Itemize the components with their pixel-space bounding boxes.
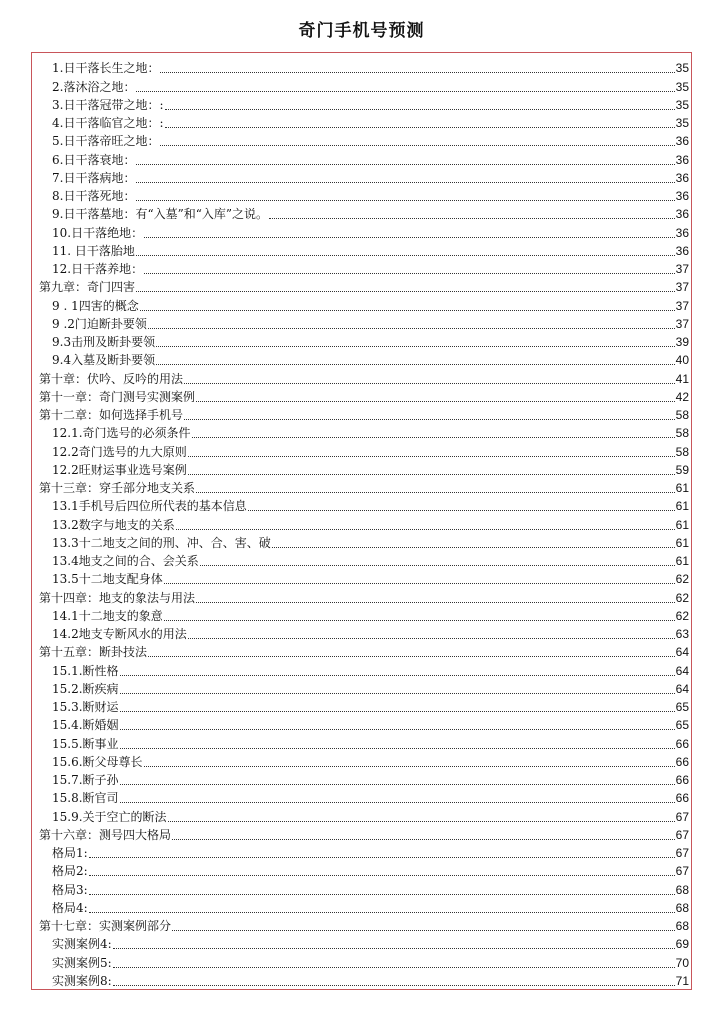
toc-page-number: 35 — [675, 61, 689, 76]
toc-page-number: 66 — [675, 736, 689, 751]
dot-leader — [196, 400, 675, 402]
toc-page-number: 36 — [675, 207, 689, 222]
dot-leader — [89, 911, 675, 913]
dot-leader — [120, 674, 675, 676]
toc-page-number: 36 — [675, 152, 689, 167]
toc-entry-title: 15.9.关于空亡的断法 — [52, 809, 167, 824]
toc-entry[interactable] — [39, 131, 689, 149]
toc-page-number: 58 — [675, 426, 689, 441]
toc-entry[interactable] — [39, 843, 689, 861]
toc-entry[interactable] — [39, 441, 689, 459]
dot-leader — [140, 309, 675, 311]
toc-entry[interactable] — [39, 514, 689, 532]
dot-leader — [113, 966, 675, 968]
toc-entry-title: 9.3击刑及断卦要领 — [52, 335, 156, 349]
dot-leader — [156, 345, 675, 347]
dot-leader — [165, 126, 675, 128]
dot-leader — [165, 108, 675, 110]
toc-entry[interactable] — [39, 697, 689, 715]
toc-entry-title: 13.1手机号后四位所代表的基本信息 — [52, 499, 247, 514]
toc-entry-title: 14.1十二地支的象意 — [52, 608, 163, 623]
toc-page-number: 36 — [675, 170, 689, 185]
dot-leader — [144, 765, 675, 767]
dot-leader — [144, 272, 675, 274]
toc-page-number: 68 — [675, 900, 689, 915]
toc-page-number: 62 — [675, 590, 689, 605]
toc-page-number: 35 — [675, 116, 689, 130]
toc-page-number: 35 — [675, 79, 689, 94]
toc-entry[interactable] — [39, 861, 689, 879]
toc-page-number: 58 — [675, 444, 689, 459]
toc-entry[interactable] — [39, 423, 689, 441]
dot-leader — [164, 619, 675, 621]
toc-entry[interactable] — [39, 350, 689, 368]
toc-page-number: 62 — [675, 572, 689, 587]
toc-page-number: 59 — [675, 462, 689, 477]
toc-entry[interactable] — [39, 368, 689, 386]
toc-entry-title: 第十三章：穿壬部分地支关系 — [39, 481, 196, 495]
dot-leader — [196, 601, 675, 603]
toc-page-number: 67 — [675, 846, 689, 860]
toc-page-number: 65 — [675, 700, 689, 714]
dot-leader — [160, 71, 674, 73]
dot-leader — [120, 801, 675, 803]
toc-entry-title: 实测案例4: — [52, 937, 112, 952]
dot-leader — [89, 856, 675, 858]
toc-page-number: 61 — [675, 517, 689, 532]
dot-leader — [136, 163, 674, 165]
dot-leader — [120, 747, 675, 749]
dot-leader — [136, 90, 674, 92]
toc-entry[interactable] — [39, 533, 689, 551]
dot-leader — [168, 820, 675, 822]
toc-entry[interactable] — [39, 332, 689, 350]
toc-page-number: 64 — [675, 681, 689, 696]
dot-leader — [196, 491, 675, 493]
dot-leader — [164, 582, 675, 584]
toc-entry-title: 12.1.奇门选号的必须条件 — [52, 426, 191, 441]
toc-entry-title: 格局1: — [52, 846, 88, 860]
toc-entry-title: 4.日干落临官之地：: — [52, 116, 164, 130]
toc-entry[interactable] — [39, 879, 689, 897]
toc-entry[interactable] — [39, 733, 689, 751]
toc-entry-title: 7.日干落病地： — [52, 170, 136, 185]
toc-entry-title: 格局2: — [52, 864, 88, 879]
toc-entry-title: 10.日干落绝地： — [52, 225, 144, 240]
toc-entry-title: 6.日干落衰地： — [52, 152, 136, 167]
toc-page-number: 64 — [675, 645, 689, 660]
toc-entry-title: 15.1.断性格 — [52, 663, 119, 678]
toc-entry-title: 第十七章：实测案例部分 — [39, 919, 172, 933]
toc-entry[interactable] — [39, 241, 689, 259]
dot-leader — [136, 290, 675, 292]
toc-page-number: 37 — [675, 298, 689, 313]
toc-entry-title: 5.日干落帝旺之地： — [52, 134, 160, 149]
dot-leader — [156, 363, 675, 365]
toc-page-number: 66 — [675, 791, 689, 806]
toc-page-number: 37 — [675, 280, 689, 295]
dot-leader — [89, 893, 675, 895]
toc-entry-title: 14.2地支专断风水的用法 — [52, 627, 187, 641]
toc-entry-title: 第十五章：断卦技法 — [39, 645, 148, 660]
toc-entry-title: 9 . 1四害的概念 — [52, 298, 139, 313]
toc-entry[interactable] — [39, 752, 689, 770]
dot-leader — [172, 929, 675, 931]
toc-entry[interactable] — [39, 314, 689, 332]
toc-entry-title: 第十一章：奇门测号实测案例 — [39, 389, 196, 404]
dot-leader — [192, 436, 675, 438]
dot-leader — [120, 692, 675, 694]
toc-entry[interactable] — [39, 113, 689, 131]
toc-entry[interactable] — [39, 642, 689, 660]
toc-entry[interactable] — [39, 387, 689, 405]
toc-page-number: 68 — [675, 882, 689, 897]
toc-entry[interactable] — [39, 95, 689, 113]
toc-entry[interactable] — [39, 606, 689, 624]
dot-leader — [120, 710, 675, 712]
toc-entry[interactable] — [39, 788, 689, 806]
toc-entry[interactable] — [39, 587, 689, 605]
toc-page-number: 67 — [675, 809, 689, 824]
dot-leader — [269, 217, 675, 219]
toc-entry-title: 2.落沐浴之地： — [52, 79, 136, 94]
toc-entry-title: 13.4地支之间的合、会关系 — [52, 554, 199, 568]
toc-entry[interactable] — [39, 168, 689, 186]
toc-page-number: 62 — [675, 608, 689, 623]
toc-entry[interactable] — [39, 149, 689, 167]
toc-page-number: 68 — [675, 919, 689, 933]
toc-entry-title: 13.3十二地支之间的刑、冲、合、害、破 — [52, 535, 271, 550]
toc-page-number: 66 — [675, 754, 689, 769]
toc-entry-title: 12.2旺财运事业选号案例 — [52, 462, 187, 477]
toc-entry[interactable] — [39, 934, 689, 952]
toc-entry[interactable] — [39, 405, 689, 423]
toc-entry-title: 第十章：伏吟、反吟的用法 — [39, 371, 184, 386]
dot-leader — [89, 874, 675, 876]
toc-page-number: 65 — [675, 718, 689, 733]
toc-entry[interactable] — [39, 259, 689, 277]
toc-page-number: 67 — [675, 864, 689, 879]
toc-entry[interactable] — [39, 952, 689, 970]
toc-page-number: 36 — [675, 243, 689, 258]
toc-entry[interactable] — [39, 916, 689, 934]
toc-entry[interactable] — [39, 971, 689, 989]
toc-page-number: 70 — [675, 955, 689, 970]
toc-entry-title: 15.7.断子孙 — [52, 773, 119, 787]
toc-entry[interactable] — [39, 295, 689, 313]
dot-leader — [160, 144, 674, 146]
table-of-contents — [39, 58, 689, 989]
toc-page-number: 42 — [675, 389, 689, 404]
dot-leader — [113, 984, 675, 986]
dot-leader — [148, 655, 675, 657]
toc-entry-title: 1.日干落长生之地： — [52, 61, 160, 76]
dot-leader — [172, 838, 675, 840]
dot-leader — [120, 728, 675, 730]
toc-page-number: 37 — [675, 316, 689, 331]
toc-entry-title: 9 .2门迫断卦要领 — [52, 316, 147, 331]
toc-page-number: 67 — [675, 827, 689, 842]
toc-entry-title: 11. 日干落胎地 — [52, 243, 135, 258]
dot-leader — [136, 199, 674, 201]
toc-entry[interactable] — [39, 277, 689, 295]
dot-leader — [144, 236, 675, 238]
toc-entry[interactable] — [39, 806, 689, 824]
toc-page-number: 36 — [675, 189, 689, 203]
toc-entry-title: 第十四章：地支的象法与用法 — [39, 590, 196, 605]
dot-leader — [136, 254, 675, 256]
toc-page-number: 61 — [675, 481, 689, 495]
toc-entry[interactable] — [39, 460, 689, 478]
toc-entry-title: 12.日干落养地： — [52, 262, 144, 276]
toc-page-number: 61 — [675, 499, 689, 514]
toc-entry[interactable] — [39, 496, 689, 514]
toc-entry-title: 15.8.断官司 — [52, 791, 119, 806]
toc-page-number: 36 — [675, 225, 689, 240]
toc-entry-title: 格局4: — [52, 900, 88, 915]
toc-entry[interactable] — [39, 478, 689, 496]
toc-entry-title: 第十六章：测号四大格局 — [39, 827, 172, 842]
dot-leader — [188, 473, 675, 475]
toc-entry-title: 第十二章：如何选择手机号 — [39, 408, 184, 422]
toc-page-number: 39 — [675, 335, 689, 349]
toc-entry[interactable] — [39, 222, 689, 240]
toc-page-number: 61 — [675, 554, 689, 568]
toc-page-number: 61 — [675, 535, 689, 550]
toc-entry[interactable] — [39, 715, 689, 733]
toc-entry[interactable] — [39, 770, 689, 788]
toc-entry[interactable] — [39, 204, 689, 222]
toc-entry[interactable] — [39, 660, 689, 678]
toc-entry[interactable] — [39, 58, 689, 76]
toc-page-number: 71 — [675, 973, 689, 988]
toc-entry[interactable] — [39, 186, 689, 204]
toc-entry[interactable] — [39, 569, 689, 587]
toc-entry-title: 15.6.断父母尊长 — [52, 754, 143, 769]
dot-leader — [188, 637, 675, 639]
dot-leader — [188, 455, 675, 457]
toc-page-number: 58 — [675, 408, 689, 422]
toc-entry-title: 9.日干落墓地：有“入墓”和“入库”之说。 — [52, 207, 268, 222]
toc-entry-title: 8.日干落死地： — [52, 189, 136, 203]
toc-entry-title: 15.4.断婚姻 — [52, 718, 119, 733]
toc-entry-title: 格局3: — [52, 882, 88, 897]
toc-entry[interactable] — [39, 825, 689, 843]
toc-entry-title: 15.5.断事业 — [52, 736, 119, 751]
dot-leader — [136, 181, 674, 183]
toc-entry-title: 实测案例8: — [52, 973, 112, 988]
toc-page-number: 41 — [675, 371, 689, 386]
toc-entry-title: 实测案例5: — [52, 955, 112, 970]
toc-page-number: 40 — [675, 353, 689, 368]
toc-entry[interactable] — [39, 679, 689, 697]
toc-page-number: 64 — [675, 663, 689, 678]
toc-entry-title: 9.4入墓及断卦要领 — [52, 353, 156, 368]
dot-leader — [148, 327, 675, 329]
toc-entry-title: 13.2数字与地支的关系 — [52, 517, 175, 532]
page-title: 奇门手机号预测 — [298, 21, 425, 41]
toc-entry-title: 13.5十二地支配身体 — [52, 572, 163, 587]
toc-page-number: 69 — [675, 937, 689, 952]
dot-leader — [113, 947, 675, 949]
dot-leader — [200, 564, 675, 566]
toc-page-number: 36 — [675, 134, 689, 149]
dot-leader — [272, 546, 675, 548]
toc-entry-title: 12.2奇门选号的九大原则 — [52, 444, 187, 459]
dot-leader — [248, 509, 675, 511]
toc-page-number: 63 — [675, 627, 689, 641]
toc-entry[interactable] — [39, 551, 689, 569]
toc-entry[interactable] — [39, 76, 689, 94]
toc-entry[interactable] — [39, 898, 689, 916]
toc-entry[interactable] — [39, 624, 689, 642]
toc-entry-title: 15.2.断疾病 — [52, 681, 119, 696]
toc-entry-title: 3.日干落冠带之地：: — [52, 97, 164, 112]
dot-leader — [184, 382, 675, 384]
toc-page-number: 37 — [675, 262, 689, 276]
dot-leader — [184, 418, 675, 420]
toc-page-number: 35 — [675, 97, 689, 112]
dot-leader — [176, 528, 675, 530]
dot-leader — [120, 783, 675, 785]
toc-page-number: 66 — [675, 773, 689, 787]
toc-entry-title: 15.3.断财运 — [52, 700, 119, 714]
toc-entry-title: 第九章：奇门四害 — [39, 280, 136, 295]
